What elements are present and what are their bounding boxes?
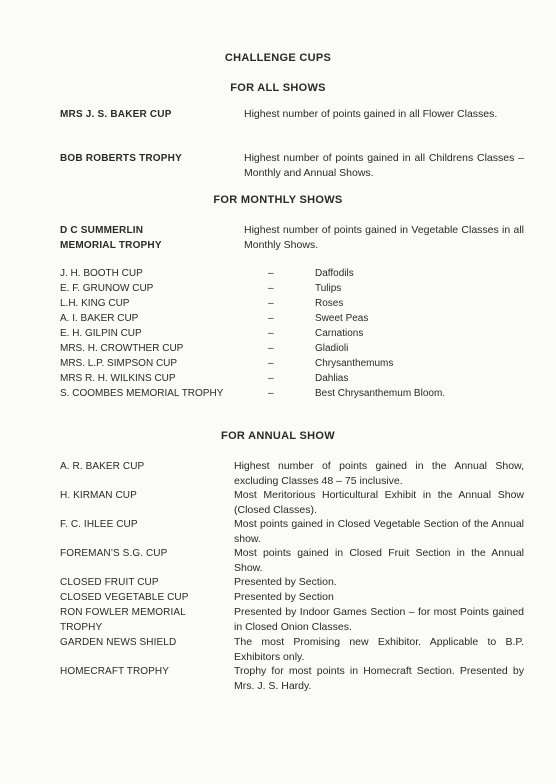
dash: – [268,373,274,384]
cup-flower: Carnations [315,328,364,339]
dash: – [268,328,274,339]
trophy-name: MRS J. S. BAKER CUP [60,109,172,120]
trophy-name: RON FOWLER MEMORIAL TROPHY [60,607,186,633]
cup-flower: Sweet Peas [315,313,369,324]
cup-name: MRS. L.P. SIMPSON CUP [60,358,178,369]
trophy-description: The most Promising new Exhibitor. Applicable to B.P. Exhibitors only. [234,636,524,663]
cup-flower: Roses [315,298,344,309]
dash: – [268,268,274,279]
dash: – [268,343,274,354]
dash: – [268,298,274,309]
trophy-description: Most Meritorious Horticultural Exhibit in the Annual Show (Closed Classes). [234,489,524,516]
trophy-name: CLOSED VEGETABLE CUP [60,592,189,603]
cup-row [0,326,556,341]
trophy-description: Highest number of points gained in all Flower Classes. [244,108,498,120]
trophy-description: Most points gained in Closed Vegetable Section of the Annual show. [234,518,524,545]
cup-name: J. H. BOOTH CUP [60,268,143,279]
dash: – [268,388,274,399]
cup-flower: Best Chrysanthemum Bloom. [315,388,446,399]
trophy-name [60,223,235,253]
cup-row [0,266,556,281]
trophy-description: Presented by Section [234,591,334,603]
cup-name: L.H. KING CUP [60,298,130,309]
trophy-description: Highest number of points gained in the Annual Show, excluding Classes 48 – 75 inclusive. [234,460,524,487]
trophy-description: Highest number of points gained in all Childrens Classes – Monthly and Annual Shows. [244,152,524,179]
cup-flower: Gladioli [315,343,349,354]
cup-name: S. COOMBES MEMORIAL TROPHY [60,388,224,399]
cup-row [0,371,556,386]
trophy-name: HOMECRAFT TROPHY [60,666,170,677]
cup-name: E. F. GRUNOW CUP [60,283,154,294]
trophy-name-line: MEMORIAL TROPHY [60,240,162,251]
cup-name: MRS. H. CROWTHER CUP [60,343,184,354]
cup-row [0,356,556,371]
cup-name: MRS R. H. WILKINS CUP [60,373,176,384]
heading-annual-show: FOR ANNUAL SHOW [221,430,335,442]
trophy-name: FOREMAN’S S.G. CUP [60,548,168,559]
trophy-name: H. KIRMAN CUP [60,490,137,501]
cup-name: A. I. BAKER CUP [60,313,139,324]
cup-name: E. H. GILPIN CUP [60,328,142,339]
trophy-name: F. C. IHLEE CUP [60,519,138,530]
cup-row [0,311,556,326]
trophy-description: Highest number of points gained in Vegetable Classes in all Monthly Shows. [244,224,524,251]
trophy-name-line: D C SUMMERLIN [60,225,144,236]
cup-row [0,281,556,296]
trophy-name: A. R. BAKER CUP [60,461,145,472]
cup-flower: Tulips [315,283,342,294]
heading-all-shows: FOR ALL SHOWS [230,82,326,94]
dash: – [268,313,274,324]
trophy-name: GARDEN NEWS SHIELD [60,637,177,648]
trophy-name: BOB ROBERTS TROPHY [60,153,182,164]
cup-flower: Dahlias [315,373,349,384]
cup-row [0,296,556,311]
trophy-description: Trophy for most points in Homecraft Section. Presented by Mrs. J. S. Hardy. [234,665,524,692]
heading-monthly-shows: FOR MONTHLY SHOWS [213,194,343,206]
cup-flower: Daffodils [315,268,354,279]
trophy-name: CLOSED FRUIT CUP [60,577,159,588]
cup-flower: Chrysanthemums [315,358,394,369]
cup-row [0,341,556,356]
dash: – [268,283,274,294]
cup-row [0,386,556,401]
dash: – [268,358,274,369]
trophy-description: Presented by Indoor Games Section – for most Points gained in Closed Onion Classes. [234,606,524,633]
trophy-description: Most points gained in Closed Fruit Section in the Annual Show. [234,547,524,574]
trophy-description: Presented by Section. [234,576,337,588]
heading-challenge-cups: CHALLENGE CUPS [224,52,332,64]
